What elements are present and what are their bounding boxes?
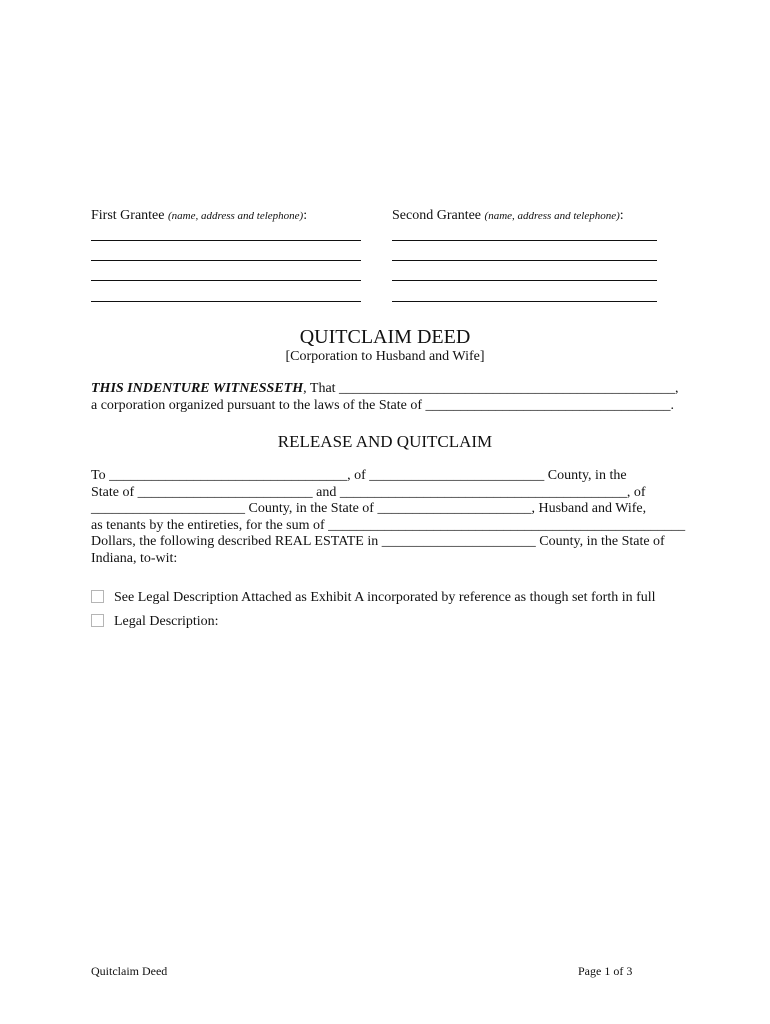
legal-description-checkbox[interactable] — [91, 614, 104, 627]
indenture-line-2: a corporation organized pursuant to the laws of the State of ___________________________________. — [91, 397, 674, 413]
first-grantee-line-1[interactable] — [91, 240, 361, 241]
release-line-4: as tenants by the entireties, for the sum of ___________________________________________________ — [91, 517, 686, 533]
second-grantee-line-1[interactable] — [392, 240, 657, 241]
release-line-6: Indiana, to-wit: — [91, 550, 178, 566]
release-line-5: Dollars, the following described REAL ESTATE in ______________________ County, in the State of — [91, 534, 665, 549]
legal-description-label: Legal Description: — [114, 614, 219, 629]
release-line-1: To __________________________________, of _________________________ County, in the — [91, 468, 627, 483]
second-grantee-label: Second Grantee (name, address and telephone): — [392, 208, 624, 223]
indenture-paragraph — [91, 381, 679, 414]
footer-title: Quitclaim Deed — [91, 964, 168, 978]
first-grantee-line-2[interactable] — [91, 260, 361, 261]
release-line-3: ______________________ County, in the State of ______________________, Husband and Wife, — [91, 501, 647, 516]
first-grantee-line-4[interactable] — [91, 301, 361, 302]
exhibit-a-label: See Legal Description Attached as Exhibit A incorporated by reference as though set forth in full — [114, 590, 656, 605]
document-subtitle: [Corporation to Husband and Wife] — [285, 349, 485, 364]
second-grantee-line-2[interactable] — [392, 260, 657, 261]
exhibit-a-checkbox[interactable] — [91, 590, 104, 603]
page-number: Page 1 of 3 — [578, 964, 633, 978]
release-paragraph — [91, 468, 685, 567]
document-title: QUITCLAIM DEED — [299, 326, 471, 348]
indenture-line-1: THIS INDENTURE WITNESSETH, That ________________________________________________, — [91, 381, 679, 396]
first-grantee-label: First Grantee (name, address and telephone): — [91, 208, 308, 223]
second-grantee-line-3[interactable] — [392, 280, 657, 281]
release-line-2: State of _________________________ and _________________________________________, of — [91, 484, 646, 500]
second-grantee-line-4[interactable] — [392, 301, 657, 302]
first-grantee-line-3[interactable] — [91, 280, 361, 281]
section-heading: RELEASE AND QUITCLAIM — [277, 432, 493, 451]
